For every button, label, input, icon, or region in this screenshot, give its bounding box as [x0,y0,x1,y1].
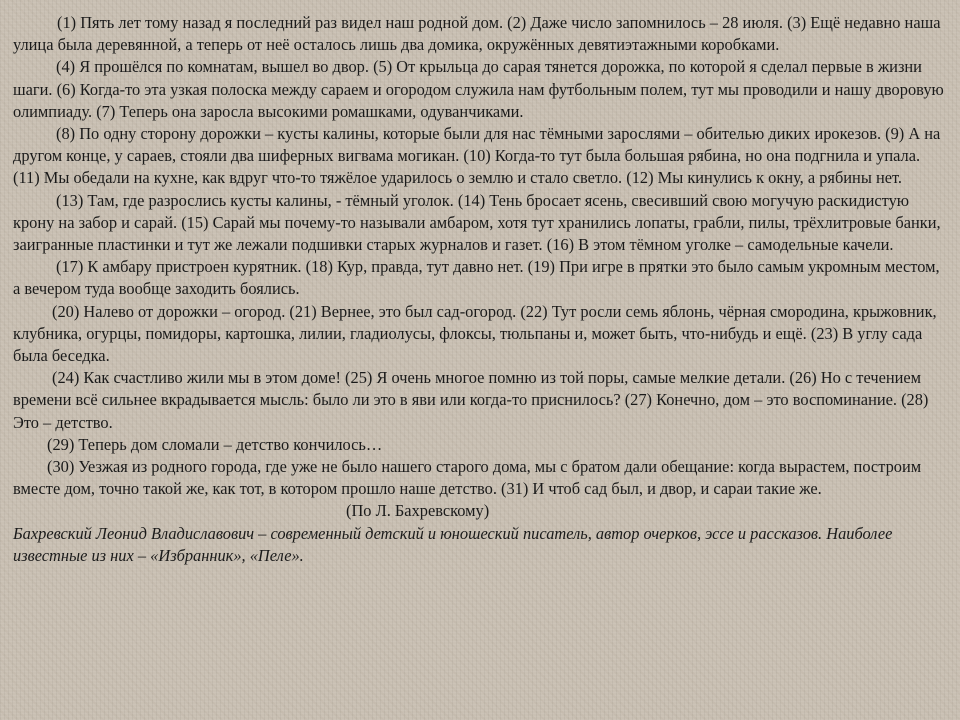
source-attribution: (По Л. Бахревскому) [346,501,490,521]
paragraph-1: (1) Пять лет тому назад я последний раз видел наш родной дом. (2) Даже число запомнилось – 28 июля. (3) Ещё недавно наша улица была деревянной, а теперь от неё осталось лишь два домика, окружённых девятиэтажными коробками. [13,13,941,55]
paragraph-7: (24) Как счастливо жили мы в этом доме! (25) Я очень многое помню из той поры, самые мелкие детали. (26) Но с течением времени всё сильнее вкрадывается мысль: было ли это в яви или когда-то приснилось? (27) Конечно, дом – это воспоминание. (28) Это – детство. [13,368,929,432]
paragraph-3: (8) По одну сторону дорожки – кусты калины, которые были для нас тёмными зарослями – обителью диких ирокезов. (9) А на другом конце, у сараев, стояли два шиферных вигвама могикан. (10) Когда-то тут была большая рябина, но она подгнила и упала. (11) Мы обедали на кухне, как вдруг что-то тяжёлое ударилось о землю и стало светло. (12) Мы кинулись к окну, а рябины нет. [13,124,941,188]
paragraph-4: (13) Там, где разрослись кусты калины, - тёмный уголок. (14) Тень бросает ясень, свесивший свою могучую раскидистую крону на забор и сарай. (15) Сарай мы почему-то называли амбаром, хотя тут хранились лопаты, грабли, пилы, трёхлитровые банки, заигранные пластинки и тут же лежали подшивки старых журналов и газет. (16) В этом тёмном уголке – самодельные качели. [13,190,941,255]
paragraph-2: (4) Я прошёлся по комнатам, вышел во двор. (5) От крыльца до сарая тянется дорожка, по которой я сделал первые в жизни шаги. (6) Когда-то эта узкая полоска между сараем и огородом служила нам футбольным полем, тут мы проводили и нашу дворовую олимпиаду. (7) Теперь она заросла высокими ромашками, одуванчиками. [13,57,944,121]
paragraph-8: (29) Теперь дом сломали – детство кончилось… [47,434,383,454]
paragraph-6: (20) Налево от дорожки – огород. (21) Вернее, это был сад-огород. (22) Тут росли семь яблонь, чёрная смородина, крыжовник, клубника, огурцы, помидоры, картошка, лилии, гладиолусы, флоксы, тюльпаны и, может быть, что-нибудь и ещё. (23) В углу сада была беседка. [13,301,937,366]
paragraph-5: (17) К амбару пристроен курятник. (18) Кур, правда, тут давно нет. (19) При игре в прятки это было самым укромным местом, а вечером туда вообще заходить боялись. [13,257,940,299]
paragraph-9: (30) Уезжая из родного города, где уже не было нашего старого дома, мы с братом дали обещание: когда вырастем, построим вместе дом, точно такой же, как тот, в котором прошло наше детство. (31) И чтоб сад был, и двор, и сараи такие же. [13,457,922,499]
author-bio: Бахревский Леонид Владиславович – современный детский и юношеский писатель, автор очерков, эссе и рассказов. Наиболее известные из них – «Избранник», «Пеле». [13,523,893,565]
